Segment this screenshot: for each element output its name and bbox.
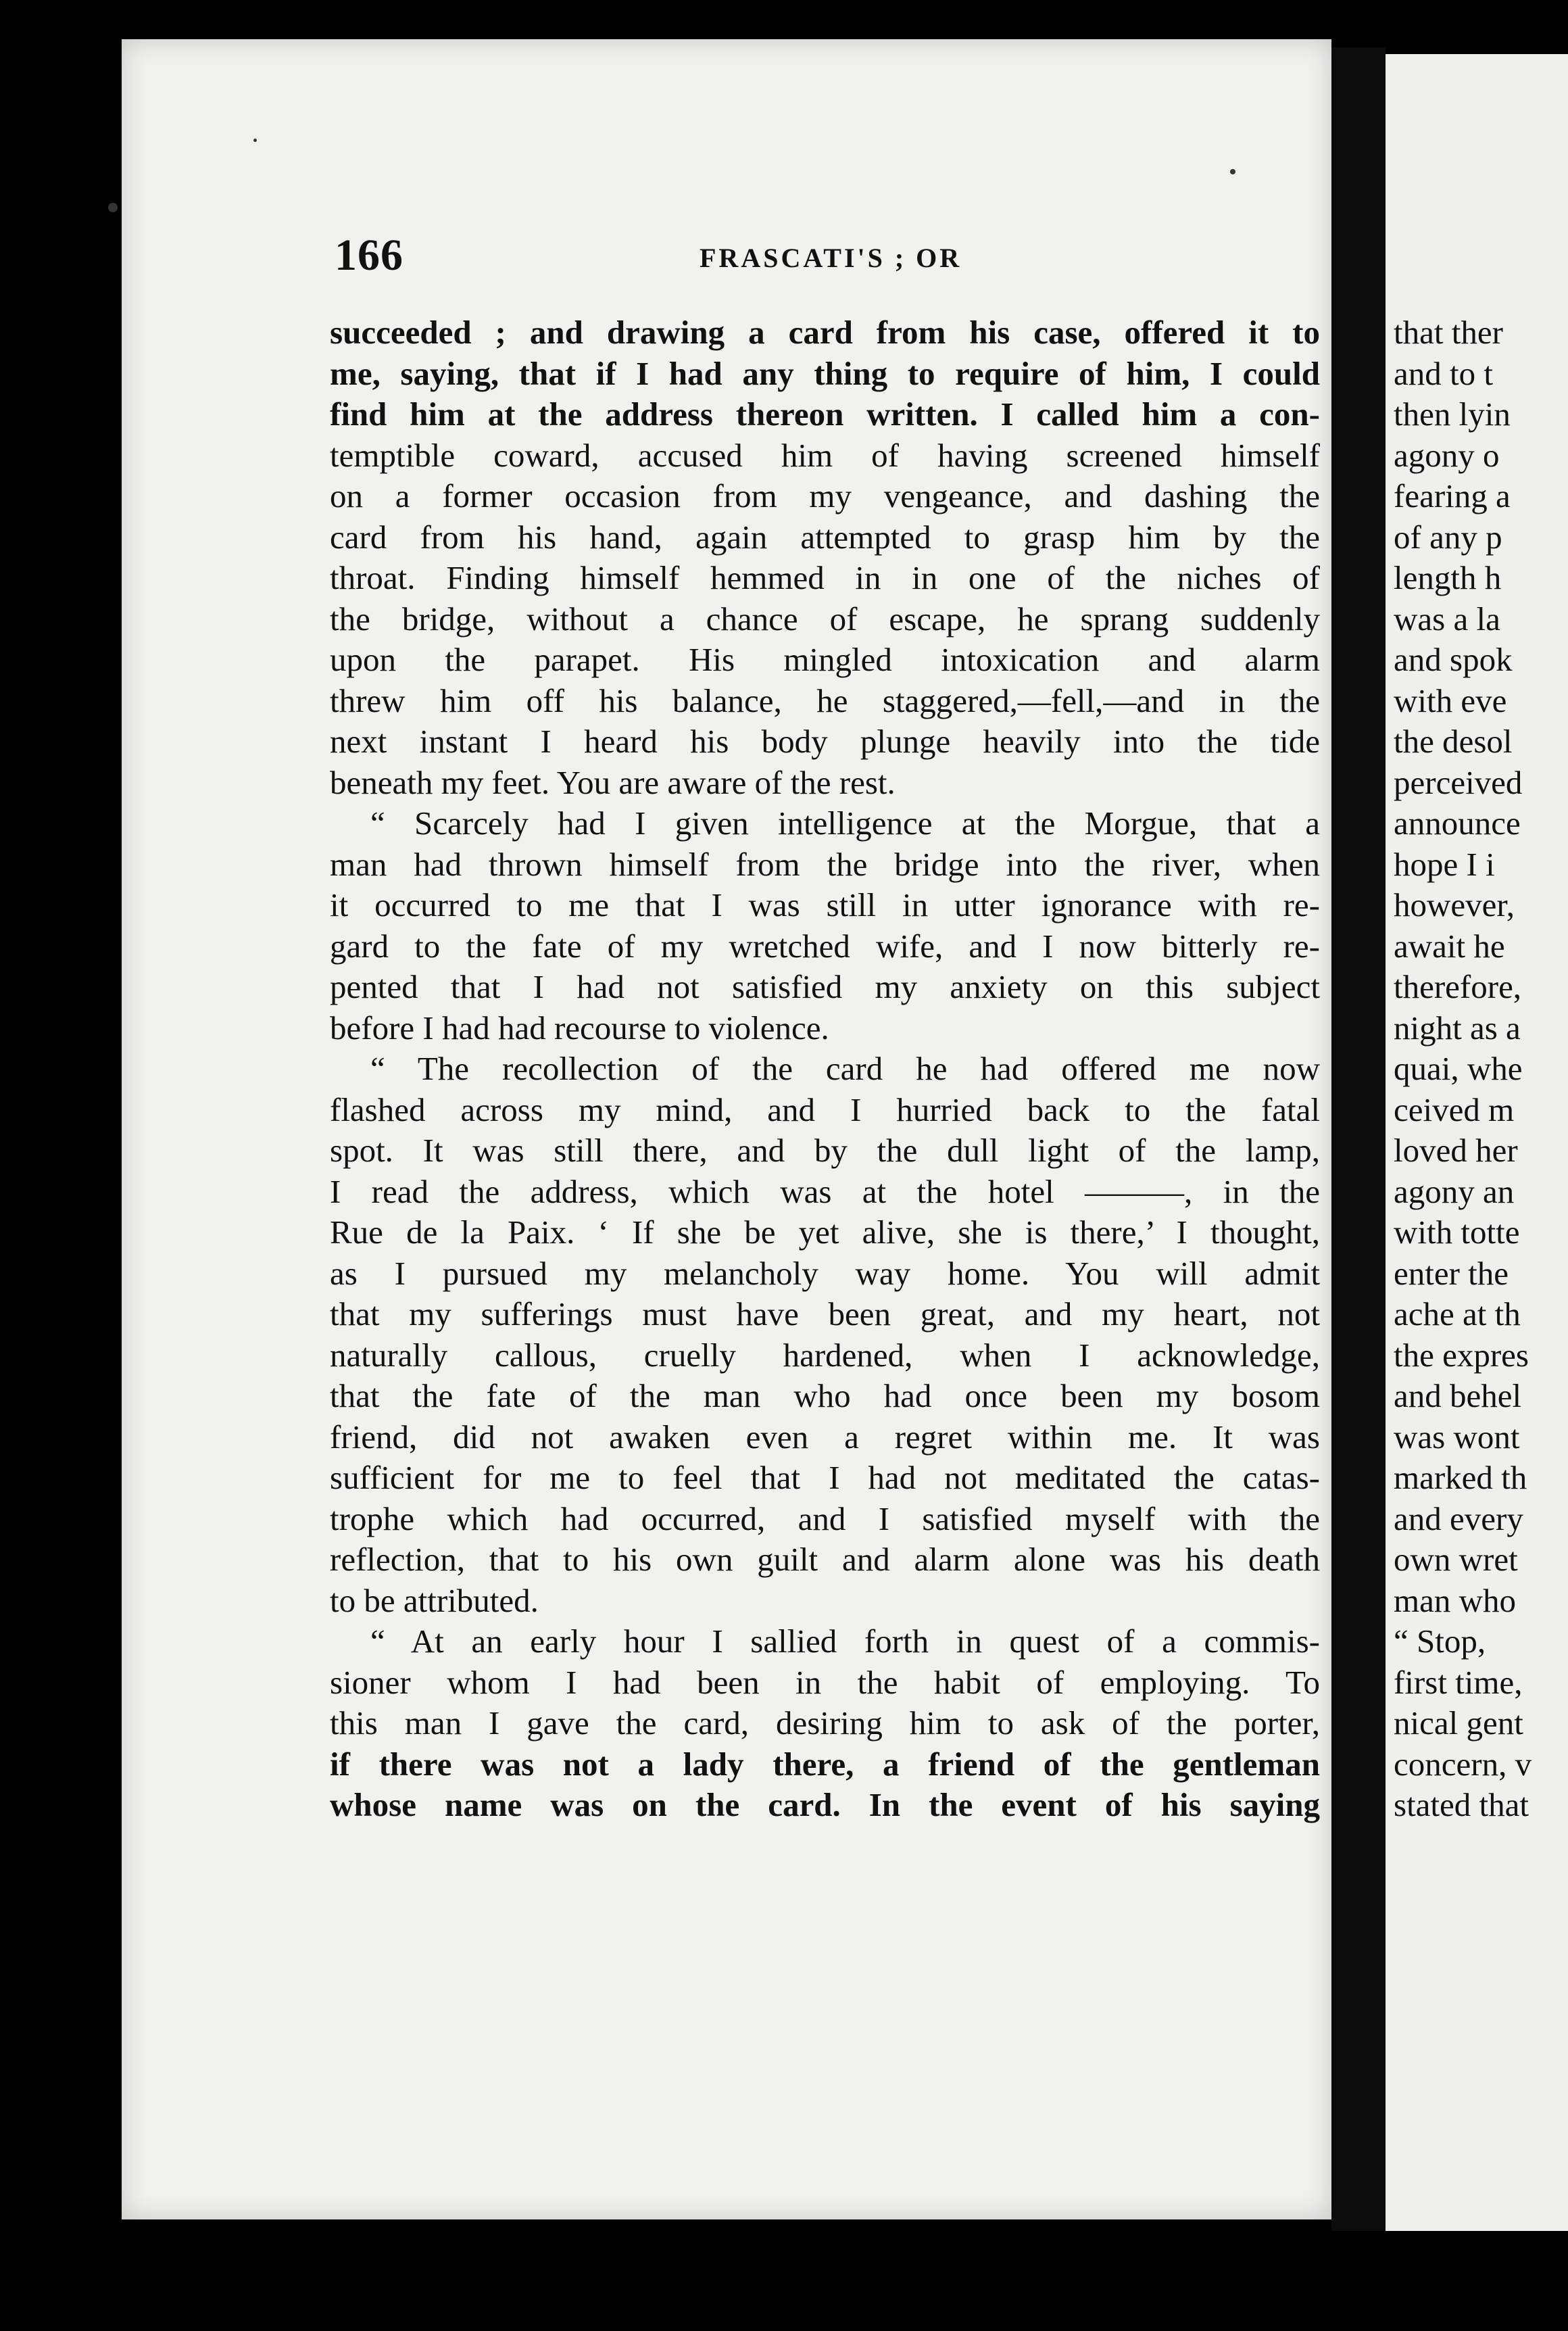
text-line-fragment: the expres — [1394, 1336, 1529, 1374]
text-line: trophe which had occurred, and I satisfied myself with the — [330, 1499, 1320, 1537]
text-line-fragment: man who — [1394, 1581, 1516, 1619]
text-line-fragment: stated that — [1394, 1786, 1529, 1823]
text-line-fragment: however, — [1394, 886, 1515, 923]
text-line-fragment: and to t — [1394, 354, 1493, 392]
text-line: flashed across my mind, and I hurried back to the fatal — [330, 1090, 1320, 1128]
text-line-fragment: and spok — [1394, 641, 1513, 678]
text-line-fragment: and every — [1394, 1499, 1523, 1537]
body-text-left — [330, 312, 1320, 1826]
text-line: me, saying, that if I had any thing to require of him, I could — [330, 354, 1320, 392]
text-line: I read the address, which was at the hotel ———, in the — [330, 1172, 1320, 1210]
text-line-fragment: first time, — [1394, 1663, 1523, 1701]
text-line-fragment: announce — [1394, 804, 1521, 842]
text-line: throat. Finding himself hemmed in in one of the niches of — [330, 559, 1320, 596]
text-line: “ The recollection of the card he had offered me now — [370, 1050, 1320, 1087]
text-line: sioner whom I had been in the habit of employing. To — [330, 1663, 1320, 1701]
text-line: on a former occasion from my vengeance, and dashing the — [330, 477, 1320, 514]
text-line-fragment: “ Stop, — [1394, 1623, 1486, 1660]
body-text-right-fragment — [1394, 312, 1568, 1826]
text-line-fragment: nical gent — [1394, 1704, 1523, 1741]
text-line-fragment: length h — [1394, 559, 1502, 596]
text-line-fragment: the desol — [1394, 723, 1513, 760]
text-line-fragment: enter the — [1394, 1254, 1509, 1292]
text-line: “ Scarcely had I given intelligence at the Morgue, that a — [370, 804, 1320, 842]
text-line: that the fate of the man who had once been my bosom — [330, 1377, 1320, 1414]
text-line: if there was not a lady there, a friend of the gentleman — [330, 1745, 1320, 1783]
text-line: that my sufferings must have been great, and my heart, not — [330, 1295, 1320, 1332]
text-line: as I pursued my melancholy way home. You will admit — [330, 1254, 1320, 1292]
text-line: before I had had recourse to violence. — [330, 1009, 829, 1047]
text-line: reflection, that to his own guilt and alarm alone was his death — [330, 1541, 1320, 1578]
text-line: pented that I had not satisfied my anxiety on this subject — [330, 968, 1320, 1005]
text-line-fragment: ache at th — [1394, 1295, 1521, 1332]
text-line: find him at the address thereon written. I called him a con- — [330, 395, 1320, 433]
text-line-fragment: with totte — [1394, 1213, 1520, 1251]
text-line: threw him off his balance, he staggered,—fell,—and in the — [330, 681, 1320, 719]
running-head — [335, 230, 1321, 291]
text-line-fragment: that ther — [1394, 314, 1503, 351]
text-line: it occurred to me that I was still in utter ignorance with re- — [330, 886, 1320, 923]
text-line: whose name was on the card. In the event of his saying — [330, 1786, 1320, 1823]
text-line: “ At an early hour I sallied forth in quest of a commis- — [370, 1623, 1320, 1660]
text-line: temptible coward, accused him of having screened himself — [330, 436, 1320, 474]
text-line-fragment: perceived — [1394, 763, 1523, 801]
text-line: the bridge, without a chance of escape, he sprang suddenly — [330, 600, 1320, 638]
text-line-fragment: and behel — [1394, 1377, 1522, 1414]
text-line: beneath my feet. You are aware of the rest. — [330, 763, 896, 801]
text-line-fragment: ceived m — [1394, 1090, 1515, 1128]
text-line-fragment: quai, whe — [1394, 1050, 1523, 1087]
page-number: 166 — [335, 231, 403, 280]
text-line-fragment: therefore, — [1394, 968, 1522, 1005]
text-line: to be attributed. — [330, 1581, 539, 1619]
text-line-fragment: night as a — [1394, 1009, 1521, 1047]
text-line: next instant I heard his body plunge heavily into the tide — [330, 723, 1320, 760]
text-line-fragment: marked th — [1394, 1459, 1527, 1496]
book-gutter — [1331, 47, 1386, 2258]
text-line-fragment: await he — [1394, 927, 1505, 965]
text-line-fragment: own wret — [1394, 1541, 1518, 1578]
scan-speck — [1230, 169, 1235, 174]
text-line-fragment: with eve — [1394, 681, 1507, 719]
text-line: upon the parapet. His mingled intoxication and alarm — [330, 641, 1320, 678]
scan-speck — [253, 139, 257, 142]
text-line: card from his hand, again attempted to grasp him by the — [330, 518, 1320, 556]
scan-speck — [108, 203, 118, 212]
text-line: gard to the fate of my wretched wife, and I now bitterly re- — [330, 927, 1320, 965]
text-line-fragment: concern, v — [1394, 1745, 1532, 1783]
text-line: spot. It was still there, and by the dull light of the lamp, — [330, 1132, 1320, 1169]
text-line-fragment: fearing a — [1394, 477, 1511, 514]
text-line-fragment: agony o — [1394, 436, 1500, 474]
scan-border — [0, 2231, 1568, 2331]
text-line: this man I gave the card, desiring him to ask of the porter, — [330, 1704, 1320, 1741]
text-line: Rue de la Paix. ‘ If she be yet alive, she is there,’ I thought, — [330, 1213, 1320, 1251]
text-line-fragment: agony an — [1394, 1172, 1515, 1210]
running-header-title: FRASCATI'S ; OR — [700, 243, 962, 273]
text-line-fragment: loved her — [1394, 1132, 1518, 1169]
text-line-fragment: then lyin — [1394, 395, 1511, 433]
text-line: man had thrown himself from the bridge into the river, when — [330, 845, 1320, 883]
text-line: sufficient for me to feel that I had not meditated the catas- — [330, 1459, 1320, 1496]
text-line: succeeded ; and drawing a card from his case, offered it to — [330, 314, 1320, 351]
text-line: naturally callous, cruelly hardened, when I acknowledge, — [330, 1336, 1320, 1374]
text-line-fragment: hope I i — [1394, 845, 1495, 883]
text-line-fragment: was a la — [1394, 600, 1500, 638]
text-line-fragment: of any p — [1394, 518, 1502, 556]
text-line-fragment: was wont — [1394, 1418, 1520, 1456]
text-line: friend, did not awaken even a regret within me. It was — [330, 1418, 1320, 1456]
